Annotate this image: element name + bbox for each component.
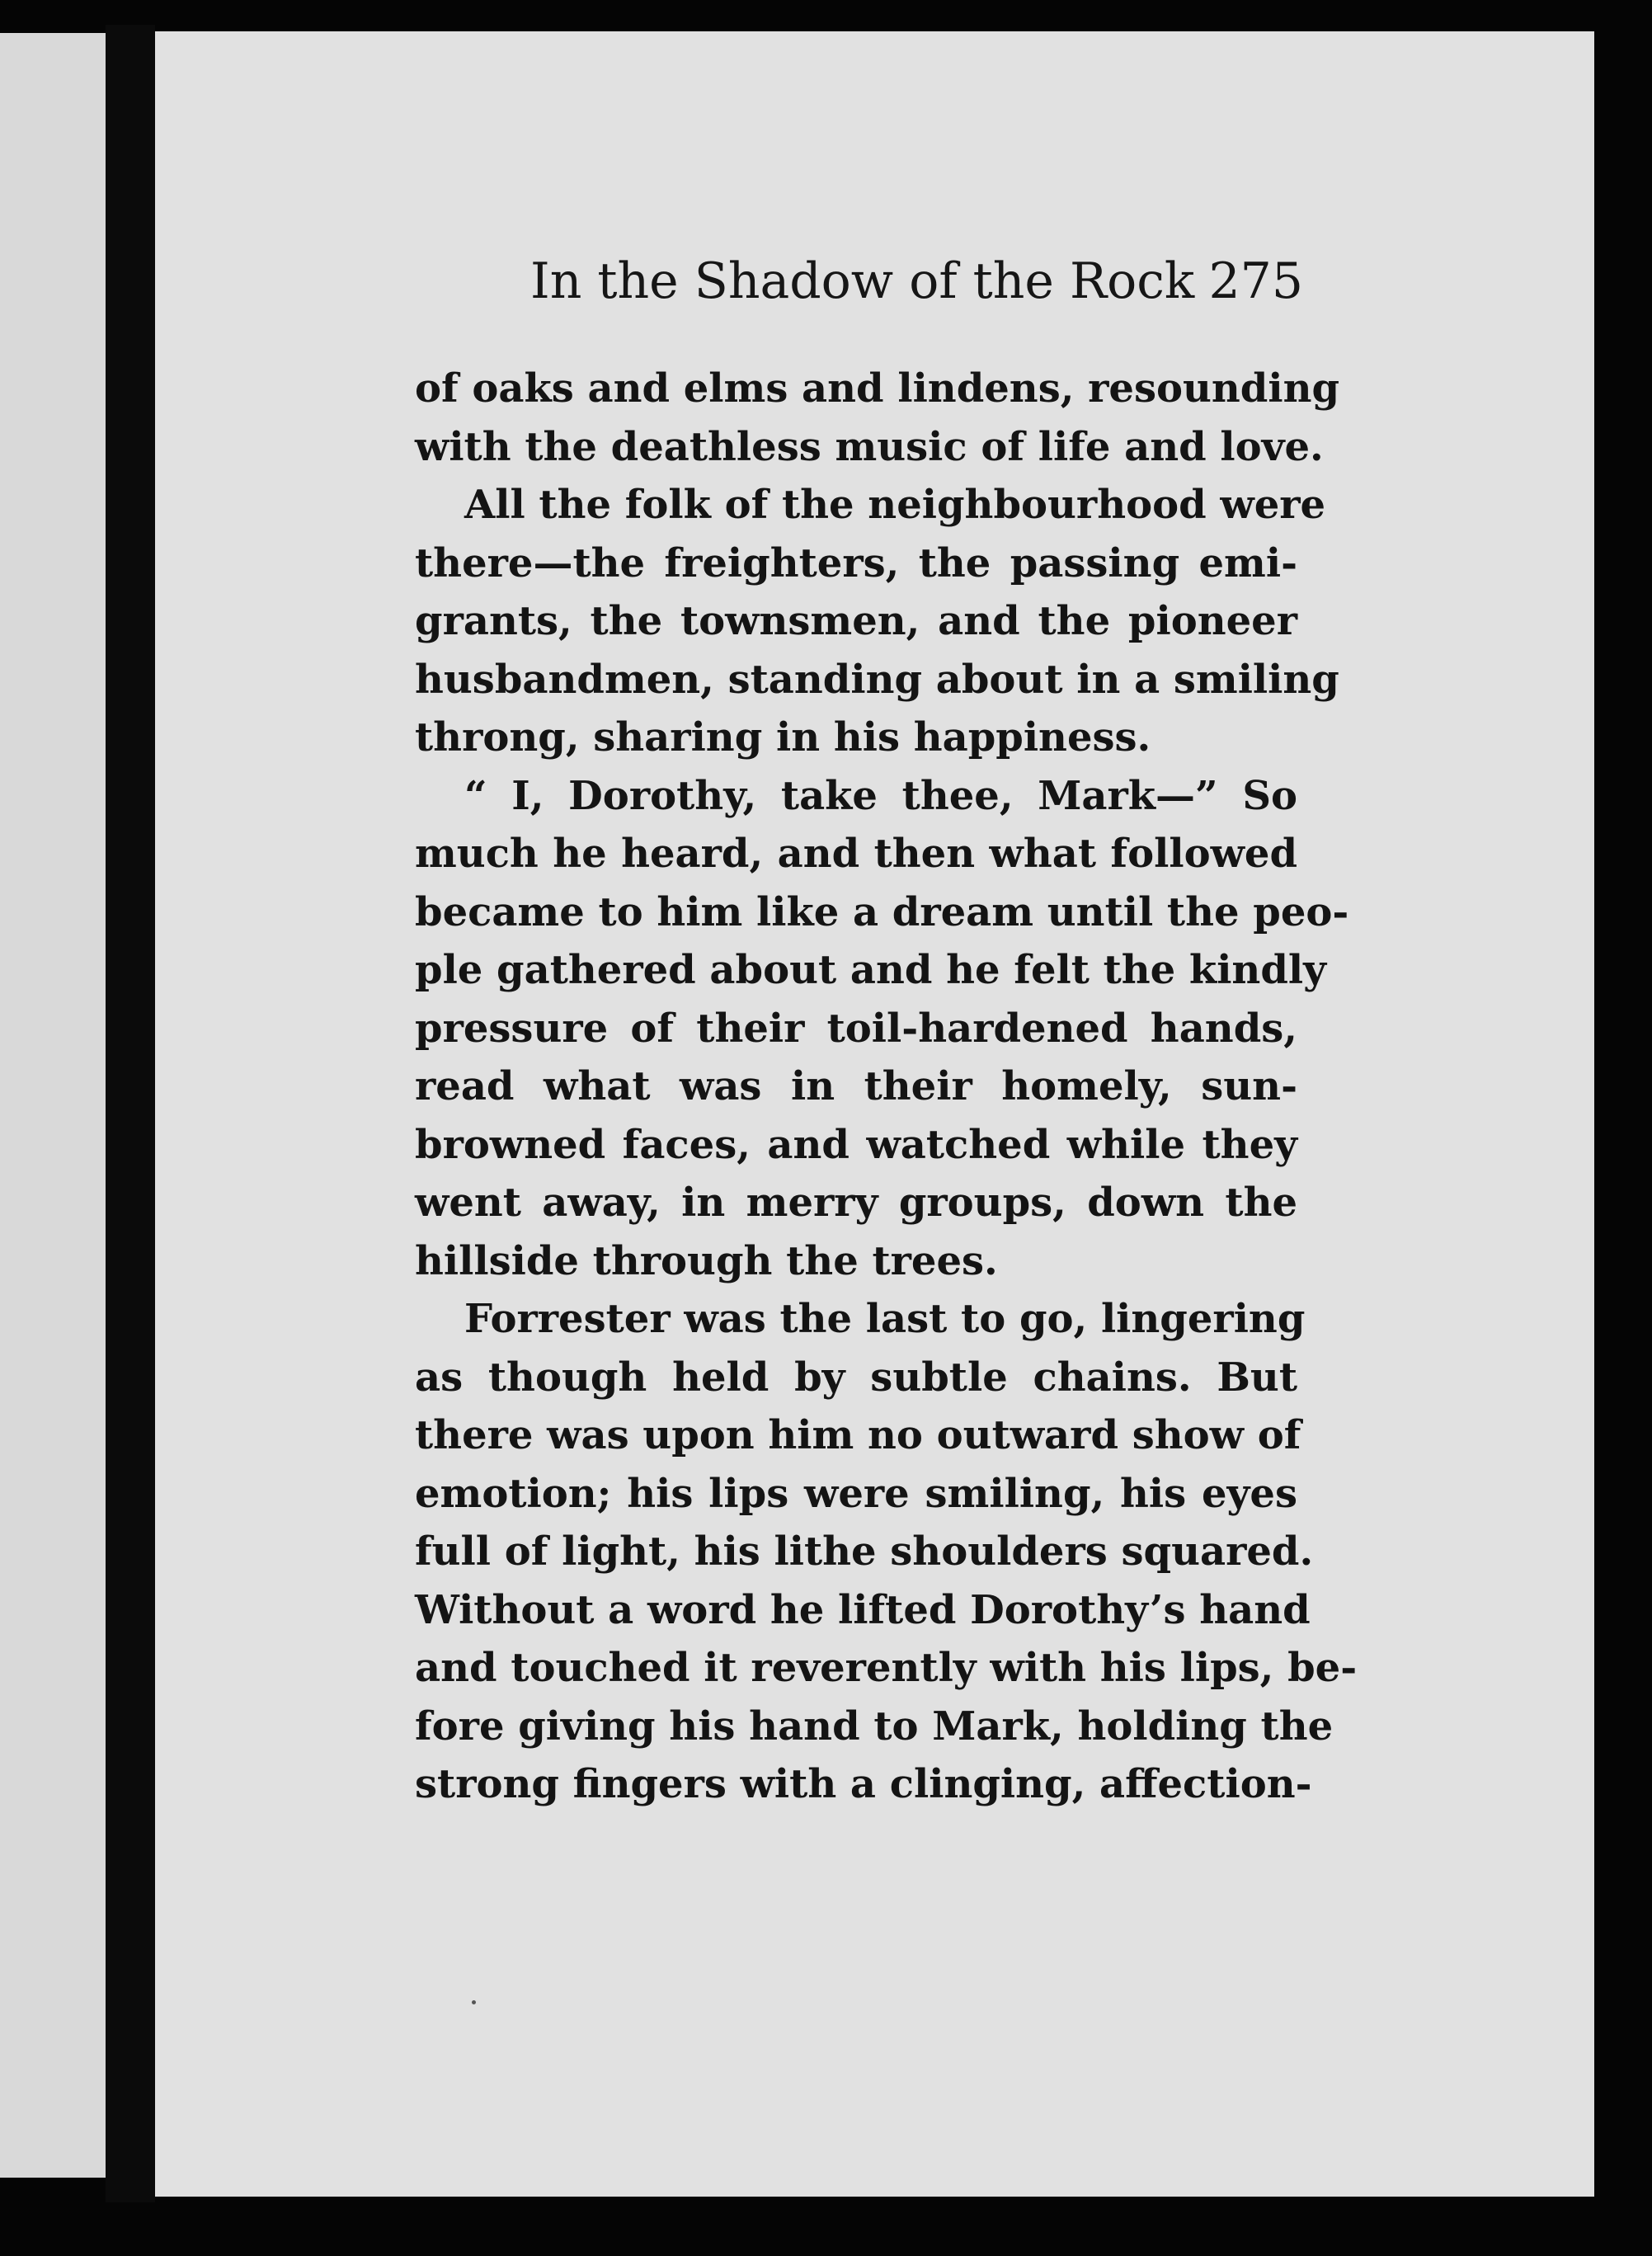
text-line: hillside through the trees.: [415, 1237, 998, 1284]
text-line: pressure of their toil-hardened hands,: [415, 1005, 1297, 1052]
binding-gutter: [106, 25, 155, 2202]
text-line: went away, in merry groups, down the: [415, 1180, 1297, 1226]
page-header: [528, 252, 1303, 318]
text-line: of oaks and elms and lindens, resounding: [415, 365, 1340, 412]
body-text: [415, 360, 1358, 1814]
text-line: All the folk of the neighbourhood were: [464, 482, 1326, 528]
text-line: became to him like a dream until the peo-: [415, 888, 1349, 935]
text-line: with the deathless music of life and love.: [415, 423, 1324, 470]
scan-speck: [472, 2000, 476, 2004]
text-line: read what was in their homely, sun-: [415, 1063, 1297, 1109]
text-line: ple gathered about and he felt the kindly: [415, 947, 1327, 993]
paragraph: [415, 767, 1349, 1291]
text-line: Forrester was the last to go, lingering: [464, 1296, 1306, 1342]
paragraph: [415, 1290, 1358, 1814]
text-line: much he heard, and then what followed: [415, 831, 1297, 877]
text-line: full of light, his lithe shoulders squared.: [415, 1528, 1314, 1575]
paragraph: [415, 360, 1340, 476]
text-line: emotion; his lips were smiling, his eyes: [415, 1470, 1297, 1517]
facing-page-edge: [0, 33, 107, 2178]
text-line: fore giving his hand to Mark, holding the: [415, 1703, 1334, 1750]
text-line: there—the freighters, the passing emi-: [415, 539, 1297, 586]
text-line: Without a word he lifted Dorothy’s hand: [415, 1586, 1311, 1633]
text-line: and touched it reverently with his lips, be-: [415, 1645, 1358, 1691]
text-line: as though held by subtle chains. But: [415, 1354, 1297, 1401]
page-number: 275: [1208, 252, 1303, 310]
text-line: husbandmen, standing about in a smiling: [415, 656, 1339, 703]
text-line: “ I, Dorothy, take thee, Mark—” So: [464, 772, 1297, 819]
text-line: browned faces, and watched while they: [415, 1121, 1297, 1168]
text-line: throng, sharing in his happiness.: [415, 714, 1151, 761]
running-title: In the Shadow of the Rock: [530, 252, 1195, 310]
text-line: grants, the townsmen, and the pioneer: [415, 598, 1297, 644]
text-line: strong fingers with a clinging, affection-: [415, 1761, 1312, 1807]
text-line: there was upon him no outward show of: [415, 1412, 1301, 1458]
paragraph: [415, 476, 1339, 767]
